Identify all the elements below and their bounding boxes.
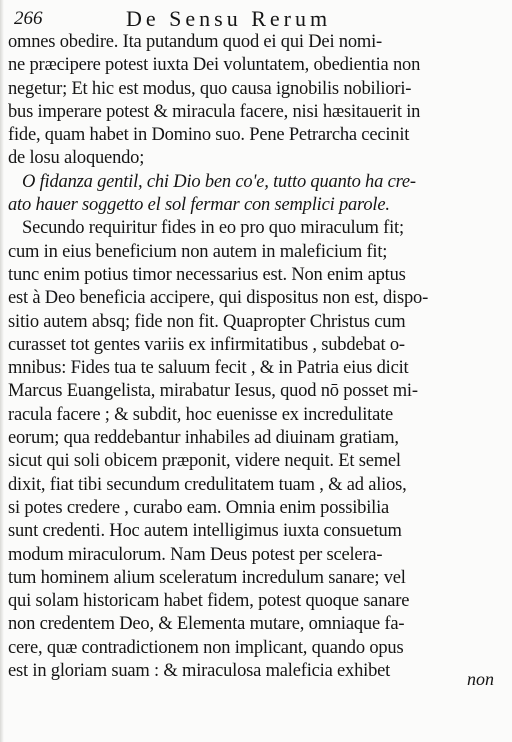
- text-line: sunt credenti. Hoc autem intelligimus iuxta consuetum: [8, 521, 402, 542]
- text-line: racula facere ; & subdit, hoc euenisse ex incredulitate: [8, 404, 394, 425]
- running-head: De Sensu Rerum: [126, 6, 332, 31]
- text-line: modum miraculorum. Nam Deus potest per scelera-: [8, 544, 383, 565]
- text-line: dixit, fiat tibi secundum credulitatem tuam , & ad alios,: [8, 474, 407, 495]
- text-line: de losu aloquendo;: [8, 148, 145, 169]
- text-line: cere, quæ contradictionem non implicant, quando opus: [8, 637, 404, 658]
- text-line: fide, quam habet in Domino suo. Pene Petrarcha cecinit: [8, 125, 410, 146]
- page-header: [14, 6, 494, 32]
- page-number: 266: [14, 8, 43, 29]
- text-line: est à Deo beneficia accipere, qui dispositus non est, dispo-: [8, 288, 429, 309]
- italian-verse-line: ato hauer soggetto el sol fermar con semplici parole.: [8, 195, 390, 216]
- text-line: curasset tot gentes variis ex infirmitatibus , subdebat o-: [8, 334, 405, 355]
- text-line: Secundo requiritur fides in eo pro quo miraculum fit;: [22, 218, 404, 239]
- text-line: si potes credere , curabo eam. Omnia enim possibilia: [8, 497, 390, 518]
- text-line: qui solam historicam habet fidem, potest quoque sanare: [8, 591, 410, 612]
- text-line: eorum; qua reddebantur inhabiles ad diuinam gratiam,: [8, 428, 399, 449]
- text-line: est in gloriam suam : & miraculosa maleficia exhibet: [8, 661, 391, 682]
- text-line: mnibus: Fides tua te saluum fecit , & in Patria eius dicit: [8, 358, 409, 379]
- italian-verse-line: O fidanza gentil, chi Dio ben co'e, tutto quanto ha cre-: [22, 171, 416, 192]
- text-line: tunc enim potius timor necessarius est. Non enim aptus: [8, 264, 406, 285]
- text-line: sitio autem absq; fide non fit. Quapropter Christus cum: [8, 311, 406, 332]
- text-line: non credentem Deo, & Elementa mutare, omniaque fa-: [8, 614, 405, 635]
- page-edge-shadow: [0, 0, 4, 742]
- text-line: sicut qui soli obicem præponit, videre nequit. Et semel: [8, 451, 401, 472]
- text-line: ne præcipere potest iuxta Dei voluntatem, obedientia non: [8, 55, 421, 76]
- text-line: cum in eius beneficium non autem in maleficium fit;: [8, 241, 388, 262]
- text-line: Marcus Euangelista, mirabatur Iesus, quod nō posset mi-: [8, 381, 418, 402]
- body-text: [8, 31, 498, 683]
- text-line: negetur; Et hic est modus, quo causa ignobilis nobiliori-: [8, 78, 412, 99]
- text-line: tum hominem alium sceleratum incredulum sanare; vel: [8, 567, 406, 588]
- catchword: non: [467, 669, 494, 689]
- text-line: omnes obedire. Ita putandum quod ei qui Dei nomi-: [8, 32, 382, 52]
- text-line: bus imperare potest & miracula facere, nisi hæsitauerit in: [8, 101, 421, 122]
